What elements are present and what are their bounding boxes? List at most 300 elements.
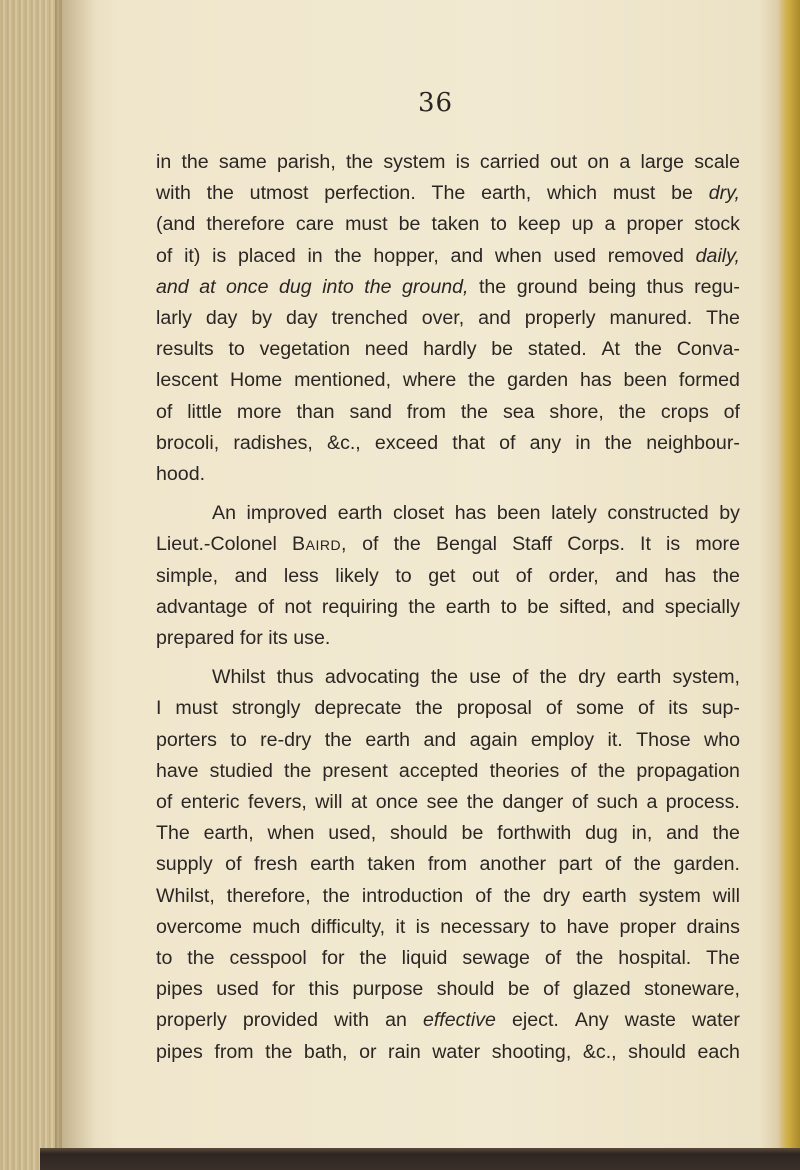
word: purpose [352,978,424,1001]
text-line [156,662,740,693]
word: has [664,564,697,587]
word: Whilst, [156,884,215,907]
word: in [575,431,591,454]
word: water [432,1040,481,1063]
text-line [156,623,740,654]
word: necessary [440,915,530,938]
word: carried [479,151,540,173]
word: Any [574,1009,609,1032]
word: the [468,369,496,392]
paragraph-1 [156,147,740,490]
word: the [430,666,459,689]
word: and [450,244,484,267]
word: be [398,213,421,236]
word: Whilst [212,666,266,689]
word: with [334,1009,369,1032]
word: in [307,244,323,267]
word: studied [209,759,273,782]
word: and [478,307,511,330]
word: to [500,595,518,618]
text-line [156,912,740,943]
word: large [640,151,685,173]
word: closet [392,502,445,525]
word: from [406,400,446,423]
word: of [544,947,562,970]
word: glazed [572,978,631,1001]
word: a [604,213,616,236]
word: at [350,791,368,814]
word: improved [246,502,328,525]
word: earth [616,666,662,689]
word: an [385,1009,407,1032]
word: bath, [303,1040,348,1063]
word: stated. [527,338,587,361]
word: larly [156,307,192,330]
book-binding [0,0,62,1170]
word: waste [624,1009,676,1032]
word: with [156,182,191,205]
word: crops [660,400,709,423]
word: and [423,728,457,751]
word: neighbour- [646,431,740,454]
word: stoneware, [644,978,740,1001]
word: be [461,822,484,845]
word: accepted [398,759,479,782]
word: used, [328,822,377,845]
word: which [546,182,598,205]
word: the [393,533,421,556]
word: should [628,1040,686,1063]
word: garden. [673,853,740,876]
word: ground, [402,275,469,298]
body-text [156,147,740,1068]
word: get [428,564,456,587]
text-line [156,428,740,459]
word: earth [582,884,627,907]
word: present [322,759,388,782]
word: The [706,947,740,970]
paragraph-2 [156,498,740,654]
word: rain [388,1040,421,1063]
word: have [156,759,199,782]
word: the [181,151,209,173]
word: the [604,431,633,454]
word: earth [337,502,383,525]
word: cesspool [229,947,307,970]
word: of [571,791,589,814]
text-line [156,498,740,529]
word: taken [431,213,480,236]
word: constructed [607,502,709,525]
word: of [604,853,622,876]
word: more [695,533,740,556]
word: and [234,564,268,587]
word: dug [279,275,312,298]
word: perfection. [324,182,416,205]
word: the [539,666,567,689]
word: use [469,666,501,689]
word: the [322,884,350,907]
word: (and [156,213,196,236]
text-line [156,561,740,592]
word: Bengal [435,533,497,556]
word: day [205,307,238,330]
word: therefore [206,213,285,236]
word: of [515,564,533,587]
word: day [286,307,318,330]
text-line [156,943,740,974]
word: in, [631,822,653,845]
word: the [597,759,626,782]
word: It [640,533,651,556]
word: be [527,595,550,618]
word: dry [578,666,606,689]
text-line [156,303,740,334]
text-line [156,241,740,272]
word: up [571,213,594,236]
text-line [156,787,740,818]
word: proper [626,213,684,236]
word: I [156,697,162,720]
word: introduction [361,884,464,907]
word: another [479,853,546,876]
word: used [553,244,596,267]
word: &c., [582,1040,617,1063]
word: vegetation [259,338,351,361]
word: out [471,564,500,587]
word: An [212,502,236,525]
word: earth [310,853,355,876]
word: the [364,275,392,298]
word: over, [421,307,465,330]
word: specially [664,595,740,618]
word: supply [156,853,213,876]
word: shooting, [491,1040,572,1063]
word: hood. [156,463,206,486]
text-line [156,849,740,880]
word: of [475,884,492,907]
word: any [529,431,562,454]
word: dry [542,884,571,907]
word: the [265,1040,293,1063]
word: mentioned, [294,369,392,392]
word: more [236,400,282,423]
word: and [621,595,655,618]
word: is [455,151,470,173]
word: The [431,182,466,205]
word: the [324,728,352,751]
word: daily, [695,244,740,267]
word: eject. [512,1009,559,1032]
word: care [295,213,334,236]
text-line [156,592,740,623]
word: taken [367,853,416,876]
word: who [704,728,740,751]
word: some [576,697,625,720]
text-line [156,272,740,303]
word: and [666,822,699,845]
text-line [156,756,740,787]
word: pipes [156,978,203,1001]
word: by [719,502,740,525]
word: water [692,1009,740,1032]
word: once [375,791,419,814]
word: enteric [180,791,240,814]
word: of [156,791,173,814]
word: from [214,1040,254,1063]
word: less [283,564,319,587]
word: likely [335,564,379,587]
word: hospital. [618,947,692,970]
word: system, [672,666,740,689]
word: fresh [254,853,298,876]
word: system [638,884,701,907]
word: being [588,275,637,298]
word: fevers, [248,791,307,814]
word: of [156,244,173,267]
page-number: 36 [418,88,454,118]
word: earth [365,728,411,751]
word: the [359,947,387,970]
word: radishes, [233,431,313,454]
word: where [402,369,457,392]
word: thus [276,666,314,689]
word: for [239,627,263,650]
word: the [576,947,604,970]
word: this [308,978,340,1001]
word: sifted, [559,595,612,618]
word: much [252,915,301,938]
word: shore, [549,400,604,423]
word: the [408,595,436,618]
word: been [496,502,541,525]
word: the [206,182,234,205]
word: sand [349,400,392,423]
word: sea [502,400,535,423]
word: prepared [156,627,235,650]
word: properly [156,1009,227,1032]
text-line [156,365,740,396]
text-line [156,397,740,428]
word: by [251,307,273,330]
word: of [570,759,587,782]
word: same [218,151,267,173]
word: of [638,697,655,720]
text-line [156,725,740,756]
word: proper [619,915,677,938]
word: Conva- [676,338,740,361]
word: strongly [231,697,301,720]
word: when [267,822,315,845]
word: of [543,978,560,1001]
word: its [668,697,688,720]
word: that [452,431,485,454]
word: The [706,307,740,330]
word: keep [517,213,561,236]
text-line [156,178,740,209]
word: it [395,915,406,938]
text-line [156,459,740,490]
word: the [633,853,661,876]
text-line [156,881,740,912]
word: the [460,400,489,423]
word: porters [156,728,217,751]
word: re-dry [260,728,312,751]
word: see [426,791,459,814]
word: has [454,502,487,525]
word: sup- [701,697,740,720]
word: deprecate [314,697,402,720]
word: again [469,728,518,751]
word: must [175,697,218,720]
word: to [228,338,245,361]
word: such [596,791,638,814]
word: to [539,915,557,938]
word: the [284,759,312,782]
word: system [383,151,446,173]
word: be [671,182,693,205]
word: when [494,244,542,267]
word: &c., [327,431,361,454]
word: At [601,338,620,361]
word: than [296,400,335,423]
word: a [646,791,658,814]
word: ground [516,275,578,298]
text-line [156,529,740,560]
word: into [322,275,354,298]
word: should [436,978,495,1001]
word: part [558,853,593,876]
word: for [272,978,296,1001]
word: placed [237,244,296,267]
word: Baird, [292,533,347,556]
word: forthwith [497,822,572,845]
word: lately [551,502,597,525]
word: each [697,1040,740,1063]
word: The [156,822,190,845]
word: the [187,947,215,970]
word: is [415,915,430,938]
word: of [156,400,173,423]
word: or [359,1040,377,1063]
word: properly [524,307,596,330]
word: proposal [456,697,532,720]
word: of [362,533,379,556]
word: to [395,564,412,587]
word: is [212,244,227,267]
word: pipes [156,1040,203,1063]
word: manured. [609,307,693,330]
word: results [156,338,214,361]
word: been [623,369,668,392]
word: danger [502,791,564,814]
word: have [566,915,610,938]
word: the [415,697,443,720]
word: the [712,564,740,587]
word: use. [293,627,331,650]
word: not [284,595,312,618]
gilt-page-edge [778,0,800,1170]
word: the [345,151,374,173]
word: brocoli, [156,431,220,454]
word: it) [184,244,201,267]
word: removed [607,244,684,267]
word: simple, [156,564,219,587]
word: thus [646,275,684,298]
word: need [364,338,409,361]
word: the [466,791,494,814]
word: must [345,213,388,236]
word: difficulty, [310,915,386,938]
word: stock [694,213,740,236]
word: be [507,978,530,1001]
word: will [315,791,343,814]
word: process. [665,791,740,814]
word: earth [445,595,491,618]
word: advocating [324,666,420,689]
word: dug [585,822,618,845]
word: the [503,884,531,907]
text-line [156,147,740,178]
word: must [612,182,656,205]
word: the [712,822,740,845]
word: on [587,151,610,173]
word: has [580,369,612,392]
word: Those [636,728,691,751]
word: exceed [374,431,439,454]
word: theories [489,759,560,782]
paragraph-3 [156,662,740,1068]
word: formed [678,369,740,392]
word: sewage [462,947,530,970]
word: the [634,338,662,361]
word: order, [548,564,599,587]
word: requiring [321,595,399,618]
word: Staff [512,533,553,556]
word: of [723,400,740,423]
word: the [334,244,362,267]
text-line [156,1005,740,1036]
word: at [199,275,216,298]
word: once [226,275,269,298]
word: therefore, [226,884,311,907]
word: lescent [156,369,219,392]
word: is [666,533,681,556]
word: the [618,400,646,423]
word: little [187,400,223,423]
word: hardly [423,338,477,361]
word: to [490,213,507,236]
word: of [225,853,242,876]
cover-bottom-edge [40,1148,800,1170]
word: scale [694,151,740,173]
word: be [491,338,514,361]
word: of [512,666,529,689]
word: regu- [694,275,740,298]
word: drains [686,915,740,938]
word: Home [229,369,283,392]
word: of [257,595,275,618]
word: provided [242,1009,319,1032]
word: hopper, [373,244,439,267]
word: dry, [708,182,740,205]
word: trenched [331,307,408,330]
word: overcome [156,915,243,938]
word: to [230,728,247,751]
word: and [615,564,648,587]
word: should [389,822,448,845]
word: advantage [156,595,248,618]
